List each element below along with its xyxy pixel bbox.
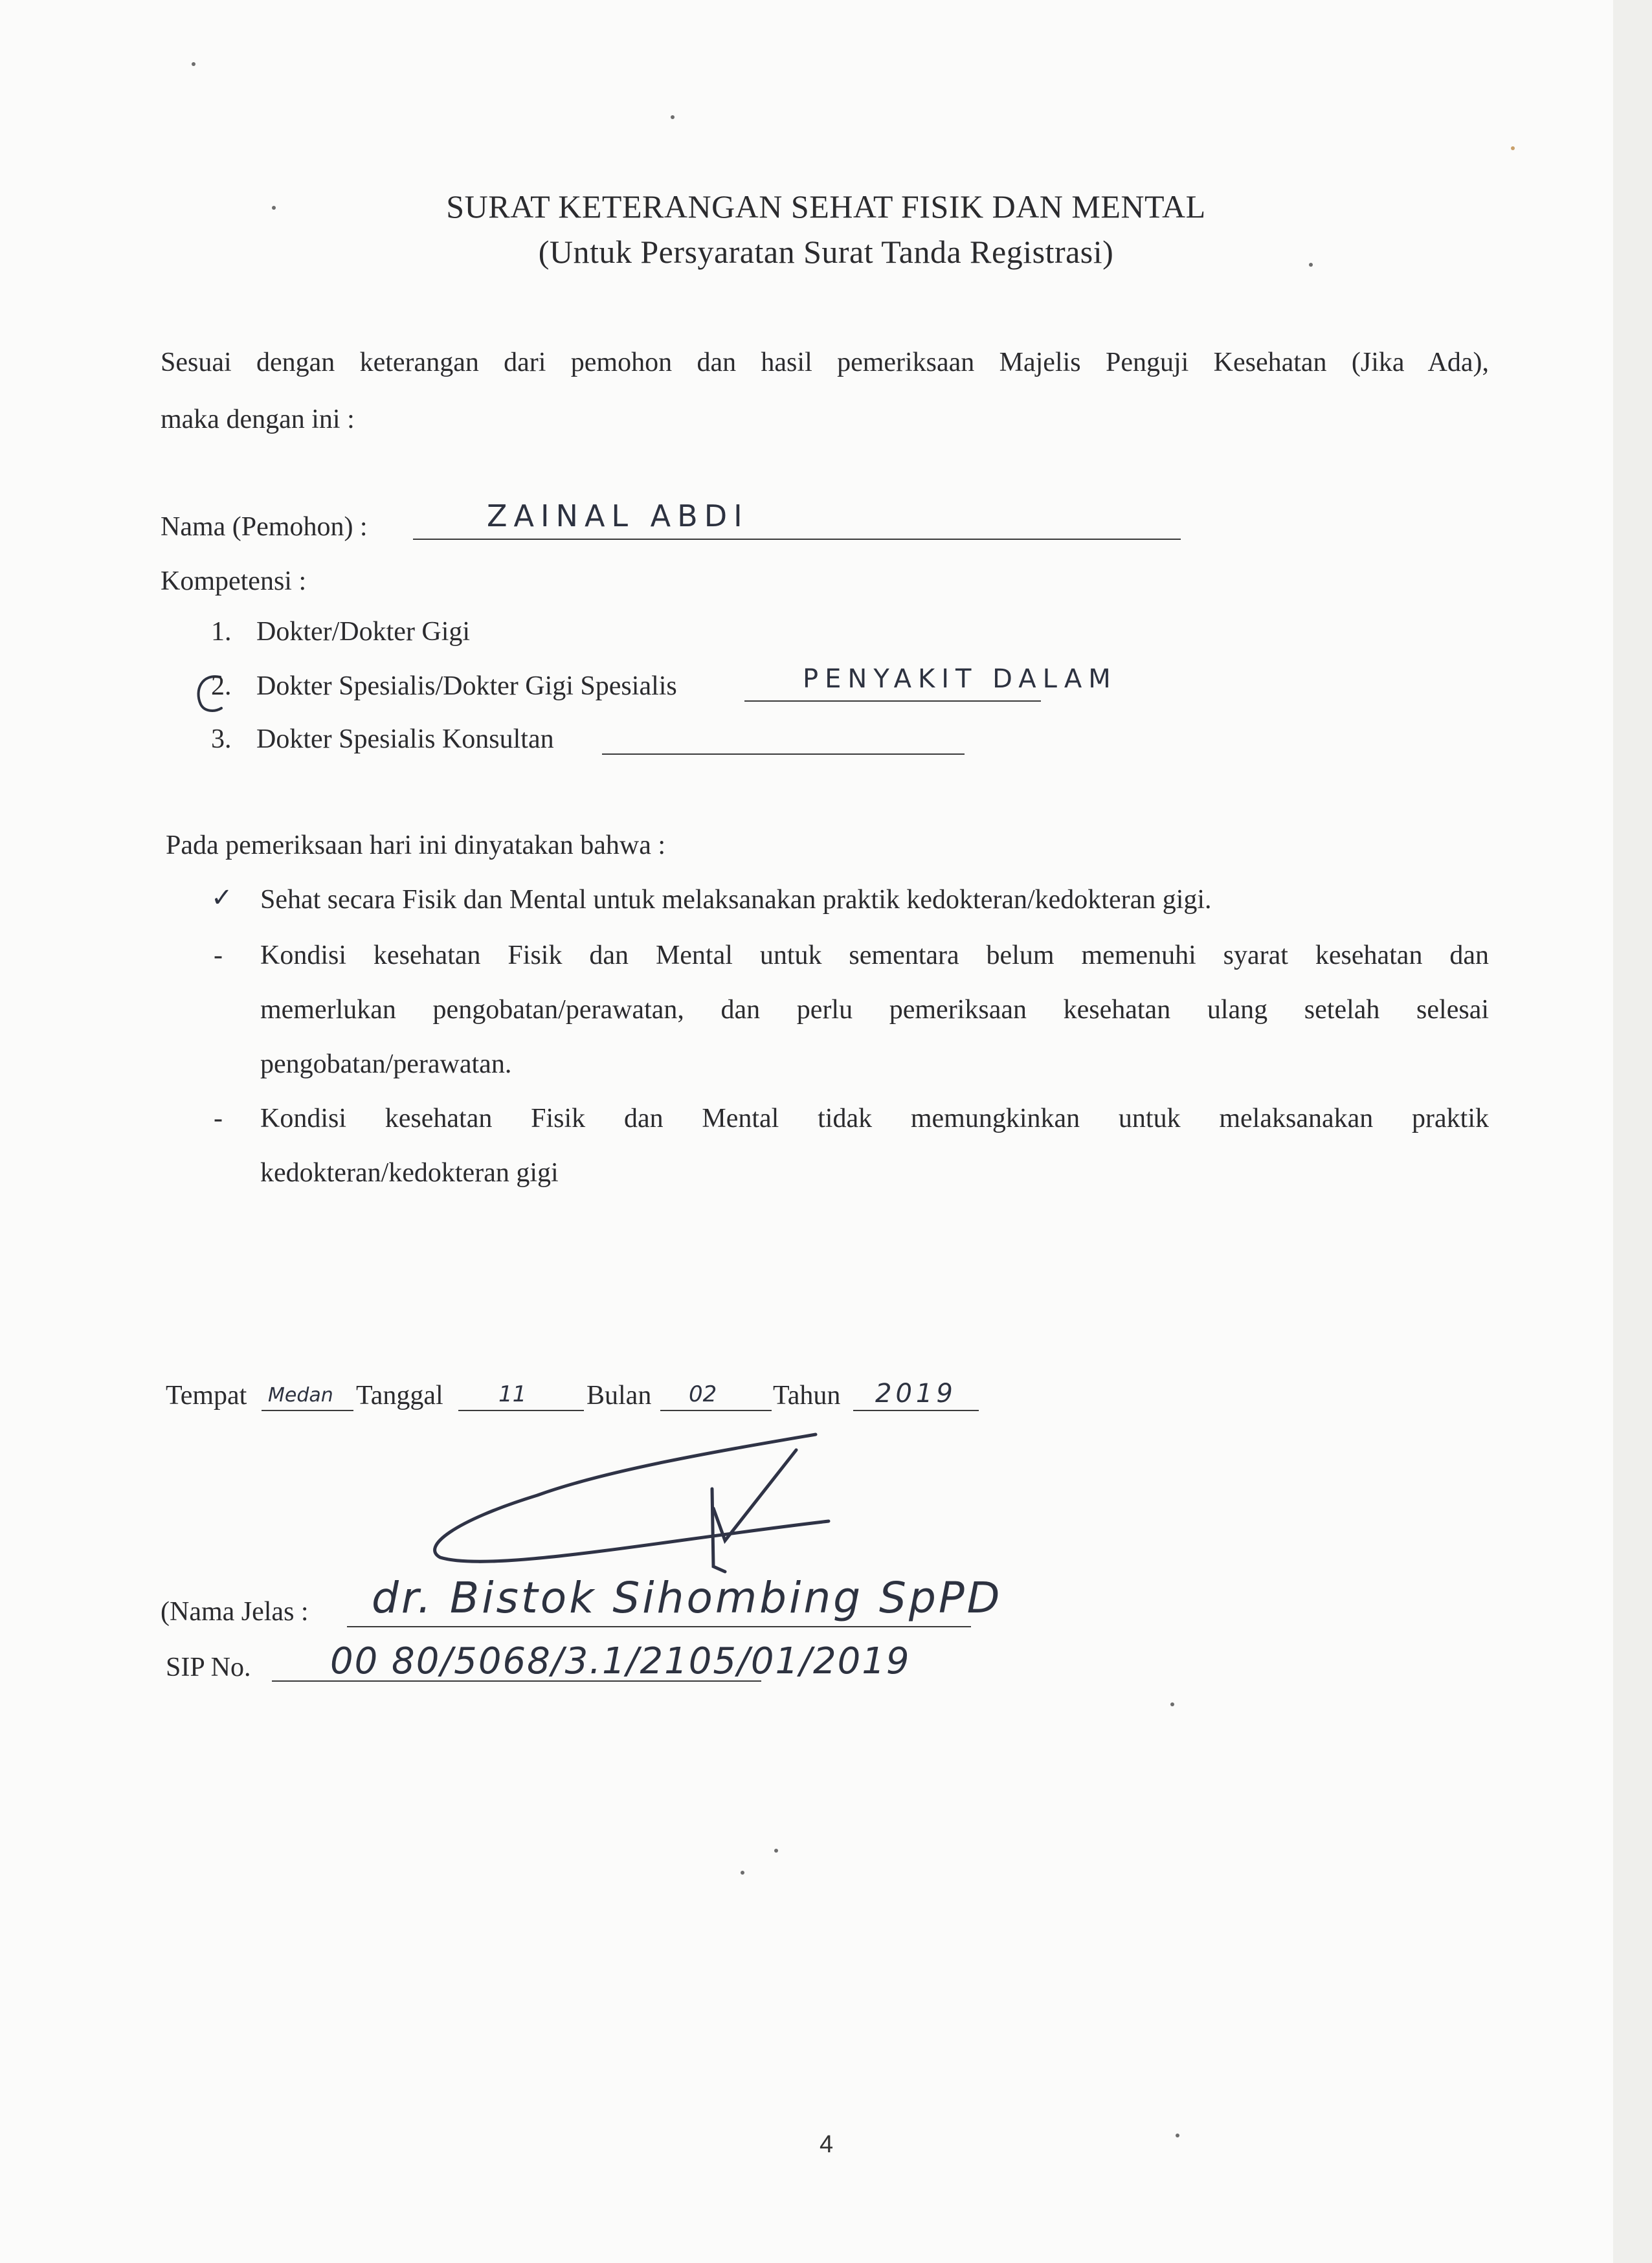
applicant-name-handwritten: ZAINAL ABDI (487, 498, 749, 533)
dash-marker: - (214, 1104, 223, 1133)
day-handwritten: 11 (498, 1381, 527, 1407)
statement-3-line-1: Kondisi kesehatan Fisik dan Mental tidak memungkinkan untuk melaksanakan praktik (260, 1104, 1489, 1133)
signer-name-label: (Nama Jelas : (161, 1597, 309, 1627)
scan-speck (671, 115, 675, 119)
place-handwritten: Medan (268, 1384, 333, 1407)
intro-line-1: Sesuai dengan keterangan dari pemohon dan hasil pemeriksaan Majelis Penguji Kesehatan (Jika Ada), (161, 348, 1489, 377)
signer-name-underline (347, 1626, 971, 1627)
year-handwritten: 2019 (875, 1379, 957, 1409)
place-underline (262, 1410, 353, 1411)
exam-intro: Pada pemeriksaan hari ini dinyatakan bahwa : (166, 831, 666, 860)
competence-number-2: 2. (211, 671, 232, 701)
scan-speck (741, 1871, 744, 1875)
month-label: Bulan (586, 1381, 652, 1410)
statement-2-line-2: memerlukan pengobatan/perawatan, dan perlu pemeriksaan kesehatan ulang setelah selesai (260, 995, 1489, 1025)
day-label: Tanggal (356, 1381, 443, 1410)
signer-name-handwritten: dr. Bistok Sihombing SpPD (372, 1573, 1003, 1623)
scan-speck (192, 62, 195, 66)
month-handwritten: 02 (689, 1381, 717, 1407)
check-mark-icon: ✓ (211, 883, 233, 913)
statement-1-line-1: Sehat secara Fisik dan Mental untuk melaksanakan praktik kedokteran/kedokteran gigi. (260, 885, 1212, 915)
day-underline (458, 1410, 584, 1411)
consultant-underline (602, 753, 965, 755)
statement-3-line-2: kedokteran/kedokteran gigi (260, 1158, 559, 1188)
statement-2-line-1: Kondisi kesehatan Fisik dan Mental untuk sementara belum memenuhi syarat kesehatan dan (260, 941, 1489, 970)
place-label: Tempat (166, 1381, 247, 1410)
scan-speck (774, 1849, 778, 1853)
document-title: SURAT KETERANGAN SEHAT FISIK DAN MENTAL (446, 188, 1206, 225)
scan-speck (1170, 1702, 1174, 1706)
competence-number-3: 3. (211, 724, 232, 754)
page-number: 4 (820, 2131, 834, 2158)
applicant-underline (413, 539, 1181, 540)
statement-2-line-3: pengobatan/perawatan. (260, 1049, 512, 1079)
sip-handwritten: 00 80/5068/3.1/2105/01/2019 (330, 1640, 911, 1682)
sip-label: SIP No. (166, 1653, 251, 1682)
competence-label: Kompetensi : (161, 566, 307, 596)
scan-edge (1613, 0, 1652, 2263)
month-underline (660, 1410, 772, 1411)
year-underline (853, 1410, 979, 1411)
competence-number-1: 1. (211, 617, 232, 647)
signature-image (401, 1424, 854, 1592)
intro-line-2: maka dengan ini : (161, 405, 355, 434)
competence-item-2: Dokter Spesialis/Dokter Gigi Spesialis (256, 671, 677, 701)
specialty-underline (744, 700, 1041, 702)
scan-speck (1511, 146, 1515, 150)
competence-item-1: Dokter/Dokter Gigi (256, 617, 471, 647)
applicant-label: Nama (Pemohon) : (161, 512, 368, 542)
dash-marker: - (214, 941, 223, 970)
scan-speck (1176, 2134, 1179, 2137)
competence-item-3: Dokter Spesialis Konsultan (256, 724, 554, 754)
year-label: Tahun (773, 1381, 841, 1410)
specialty-handwritten: PENYAKIT DALAM (803, 664, 1117, 694)
document-subtitle: (Untuk Persyaratan Surat Tanda Registrasi) (538, 234, 1114, 270)
